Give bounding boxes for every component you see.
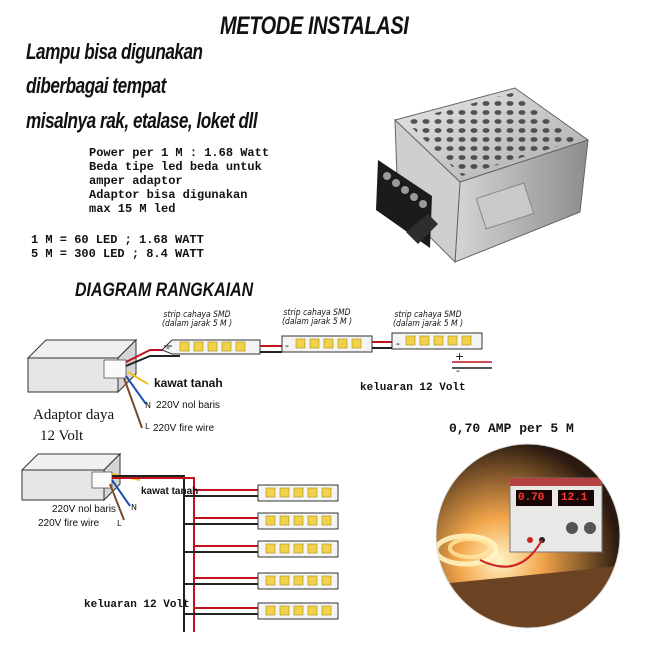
kawat-tanah-label-2: kawat tanah	[141, 486, 199, 497]
strip-label-3-line1: strip cahaya SMD	[394, 310, 462, 320]
strip-label-1-line1: strip cahaya SMD	[163, 310, 231, 320]
fire-wire-label-2: 220V fire wire	[38, 518, 100, 529]
adaptor-daya-label: Adaptor daya	[33, 407, 115, 423]
nol-baris-label-2: 220V nol baris	[52, 504, 116, 515]
minus-sign-1: -	[166, 341, 170, 354]
intro-line-1: Lampu bisa digunakan	[26, 39, 203, 64]
psu-display-right-value: 12.1	[561, 492, 588, 504]
keluaran-label-2: keluaran 12 Volt	[84, 599, 190, 611]
diagram-heading: DIAGRAM RANGKAIAN	[75, 280, 254, 301]
strip-label-3-line2: (dalam jarak 5 M )	[393, 319, 464, 329]
minus-sign-3: -	[396, 337, 400, 350]
n-label-1: N	[145, 401, 151, 410]
adaptor-volt-label: 12 Volt	[40, 428, 84, 444]
l-label-1: L	[145, 422, 150, 431]
strip-label-1-line2: (dalam jarak 5 M )	[162, 319, 233, 329]
minus-sign-2: -	[285, 339, 289, 352]
bench-psu-strip	[510, 478, 602, 486]
spec-amper: amper adaptor	[89, 174, 183, 188]
output-plus: +	[455, 350, 465, 363]
intro-line-3: misalnya rak, etalase, loket dll	[26, 108, 258, 133]
spec-adaptor: Adaptor bisa digunakan	[89, 188, 248, 202]
intro-line-2: diberbagai tempat	[26, 73, 166, 98]
strip-label-2-line2: (dalam jarak 5 M )	[282, 317, 353, 327]
spec-1m: 1 M = 60 LED ; 1.68 WATT	[31, 233, 204, 247]
l-label-2: L	[117, 519, 122, 528]
nol-baris-label-1: 220V nol baris	[156, 400, 220, 411]
spec-power: Power per 1 M : 1.68 Watt	[89, 146, 270, 160]
spec-beda: Beda tipe led beda untuk	[89, 160, 262, 174]
strip-label-2-line1: strip cahaya SMD	[283, 308, 351, 318]
keluaran-label-1: keluaran 12 Volt	[360, 382, 466, 394]
output-minus: -	[456, 364, 460, 377]
bench-psu-body	[510, 478, 602, 552]
n-label-2: N	[131, 503, 137, 512]
psu-display-left-value: 0.70	[518, 492, 545, 504]
spec-max: max 15 M led	[89, 202, 176, 216]
page-title: METODE INSTALASI	[220, 12, 409, 40]
spec-5m: 5 M = 300 LED ; 8.4 WATT	[31, 247, 204, 261]
fire-wire-label-1: 220V fire wire	[153, 423, 215, 434]
amp-note: 0,70 AMP per 5 M	[449, 421, 574, 436]
kawat-tanah-label-1: kawat tanah	[154, 376, 223, 390]
